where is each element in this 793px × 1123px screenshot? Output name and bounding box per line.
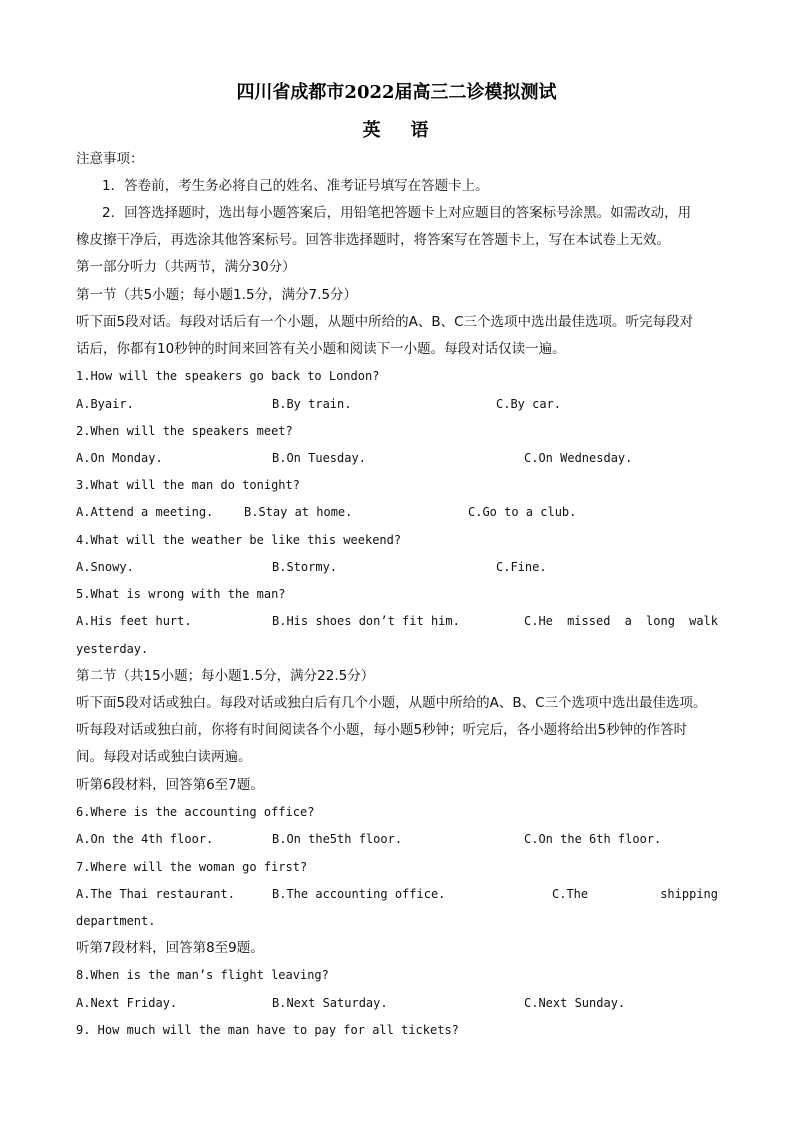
section-1-instructions-line-1: 听下面5段对话。每段对话后有一个小题，从题中所给的A、B、C三个选项中选出最佳选项。听完每段对 (76, 314, 694, 330)
q1-option-b: B.By train. (272, 397, 352, 411)
question-9: 9. How much will the man have to pay for all tickets? (76, 1023, 459, 1037)
notice-item-2-line-1: 2．回答选择题时，选出每小题答案后，用铅笔把答题卡上对应题目的答案标号涂黑。如需改动，用 (102, 205, 692, 221)
q8-option-c: C.Next Sunday. (524, 996, 626, 1010)
q2-option-b: B.On Tuesday. (272, 451, 366, 465)
question-3: 3.What will the man do tonight? (76, 478, 300, 492)
notice-heading: 注意事项： (76, 151, 144, 167)
subject-char-1: 英 (362, 120, 383, 141)
q6-option-b: B.On the5th floor. (272, 832, 403, 846)
q7-option-b: B.The accounting office. (272, 887, 446, 901)
q2-option-c: C.On Wednesday. (524, 451, 633, 465)
q6-option-c: C.On the 6th floor. (524, 832, 662, 846)
q7-option-c-word: shipping (660, 887, 718, 901)
q7-option-c-continued: department. (76, 914, 156, 928)
part-1-heading: 第一部分听力（共两节，满分30分） (76, 259, 296, 275)
material-6-heading: 听第6段材料，回答第6至7题。 (76, 777, 264, 793)
section-2-instructions-line-1: 听下面5段对话或独白。每段对话或独白后有几个小题，从题中所给的A、B、C三个选项中选出最佳选项。 (76, 695, 707, 711)
exam-title: 四川省成都市2022届高三二诊模拟测试 (236, 82, 557, 103)
section-2-instructions-line-3: 间。每段对话或独白读两遍。 (76, 749, 252, 765)
q3-option-b: B.Stay at home. (244, 505, 353, 519)
question-7: 7.Where will the woman go first? (76, 860, 308, 874)
section-1-heading: 第一节（共5小题；每小题1.5分，满分7.5分） (76, 287, 358, 303)
section-2-heading: 第二节（共15小题；每小题1.5分，满分22.5分） (76, 668, 375, 684)
q1-option-c: C.By car. (496, 397, 562, 411)
question-8: 8.When is the man’s flight leaving? (76, 968, 329, 982)
q4-option-a: A.Snowy. (76, 560, 134, 574)
q7-option-a: A.The Thai restaurant. (76, 887, 235, 901)
notice-item-2-line-2: 橡皮擦干净后，再选涂其他答案标号。回答非选择题时，将答案写在答题卡上，写在本试卷上无效。 (76, 232, 670, 248)
material-7-heading: 听第7段材料，回答第8至9题。 (76, 940, 264, 956)
q2-option-a: A.On Monday. (76, 451, 163, 465)
q5-option-c-word: walk (689, 614, 718, 628)
question-2: 2.When will the speakers meet? (76, 424, 293, 438)
subject-title (0, 116, 793, 142)
q5-option-c-word: missed (567, 614, 611, 628)
q8-option-a: A.Next Friday. (76, 996, 178, 1010)
q7-option-c (552, 885, 718, 903)
subject-char-2: 语 (410, 120, 431, 141)
question-4: 4.What will the weather be like this weekend? (76, 533, 402, 547)
q5-option-c-word: long (646, 614, 675, 628)
q4-option-c: C.Fine. (496, 560, 547, 574)
q7-option-c-word: C.The (552, 887, 589, 901)
question-5: 5.What is wrong with the man? (76, 587, 286, 601)
q5-option-c (524, 612, 718, 630)
question-6: 6.Where is the accounting office? (76, 805, 315, 819)
q5-option-a: A.His feet hurt. (76, 614, 192, 628)
q8-option-b: B.Next Saturday. (272, 996, 388, 1010)
q5-option-c-continued: yesterday. (76, 642, 149, 656)
question-1: 1.How will the speakers go back to London? (76, 369, 380, 383)
q5-option-c-word: C.He (524, 614, 553, 628)
q3-option-c: C.Go to a club. (468, 505, 577, 519)
q5-option-b: B.His shoes don’t fit him. (272, 614, 460, 628)
q5-option-c-word: a (624, 614, 632, 628)
notice-item-1: 1．答卷前，考生务必将自己的姓名、准考证号填写在答题卡上。 (102, 178, 489, 194)
q3-option-a: A.Attend a meeting. (76, 505, 214, 519)
q6-option-a: A.On the 4th floor. (76, 832, 214, 846)
section-1-instructions-line-2: 话后，你都有10秒钟的时间来回答有关小题和阅读下一小题。每段对话仅读一遍。 (76, 341, 566, 357)
q4-option-b: B.Stormy. (272, 560, 338, 574)
q1-option-a: A.Byair. (76, 397, 134, 411)
section-2-instructions-line-2: 听每段对话或独白前，你将有时间阅读各个小题，每小题5秒钟；听完后，各小题将给出5秒钟的作答时 (76, 722, 688, 738)
